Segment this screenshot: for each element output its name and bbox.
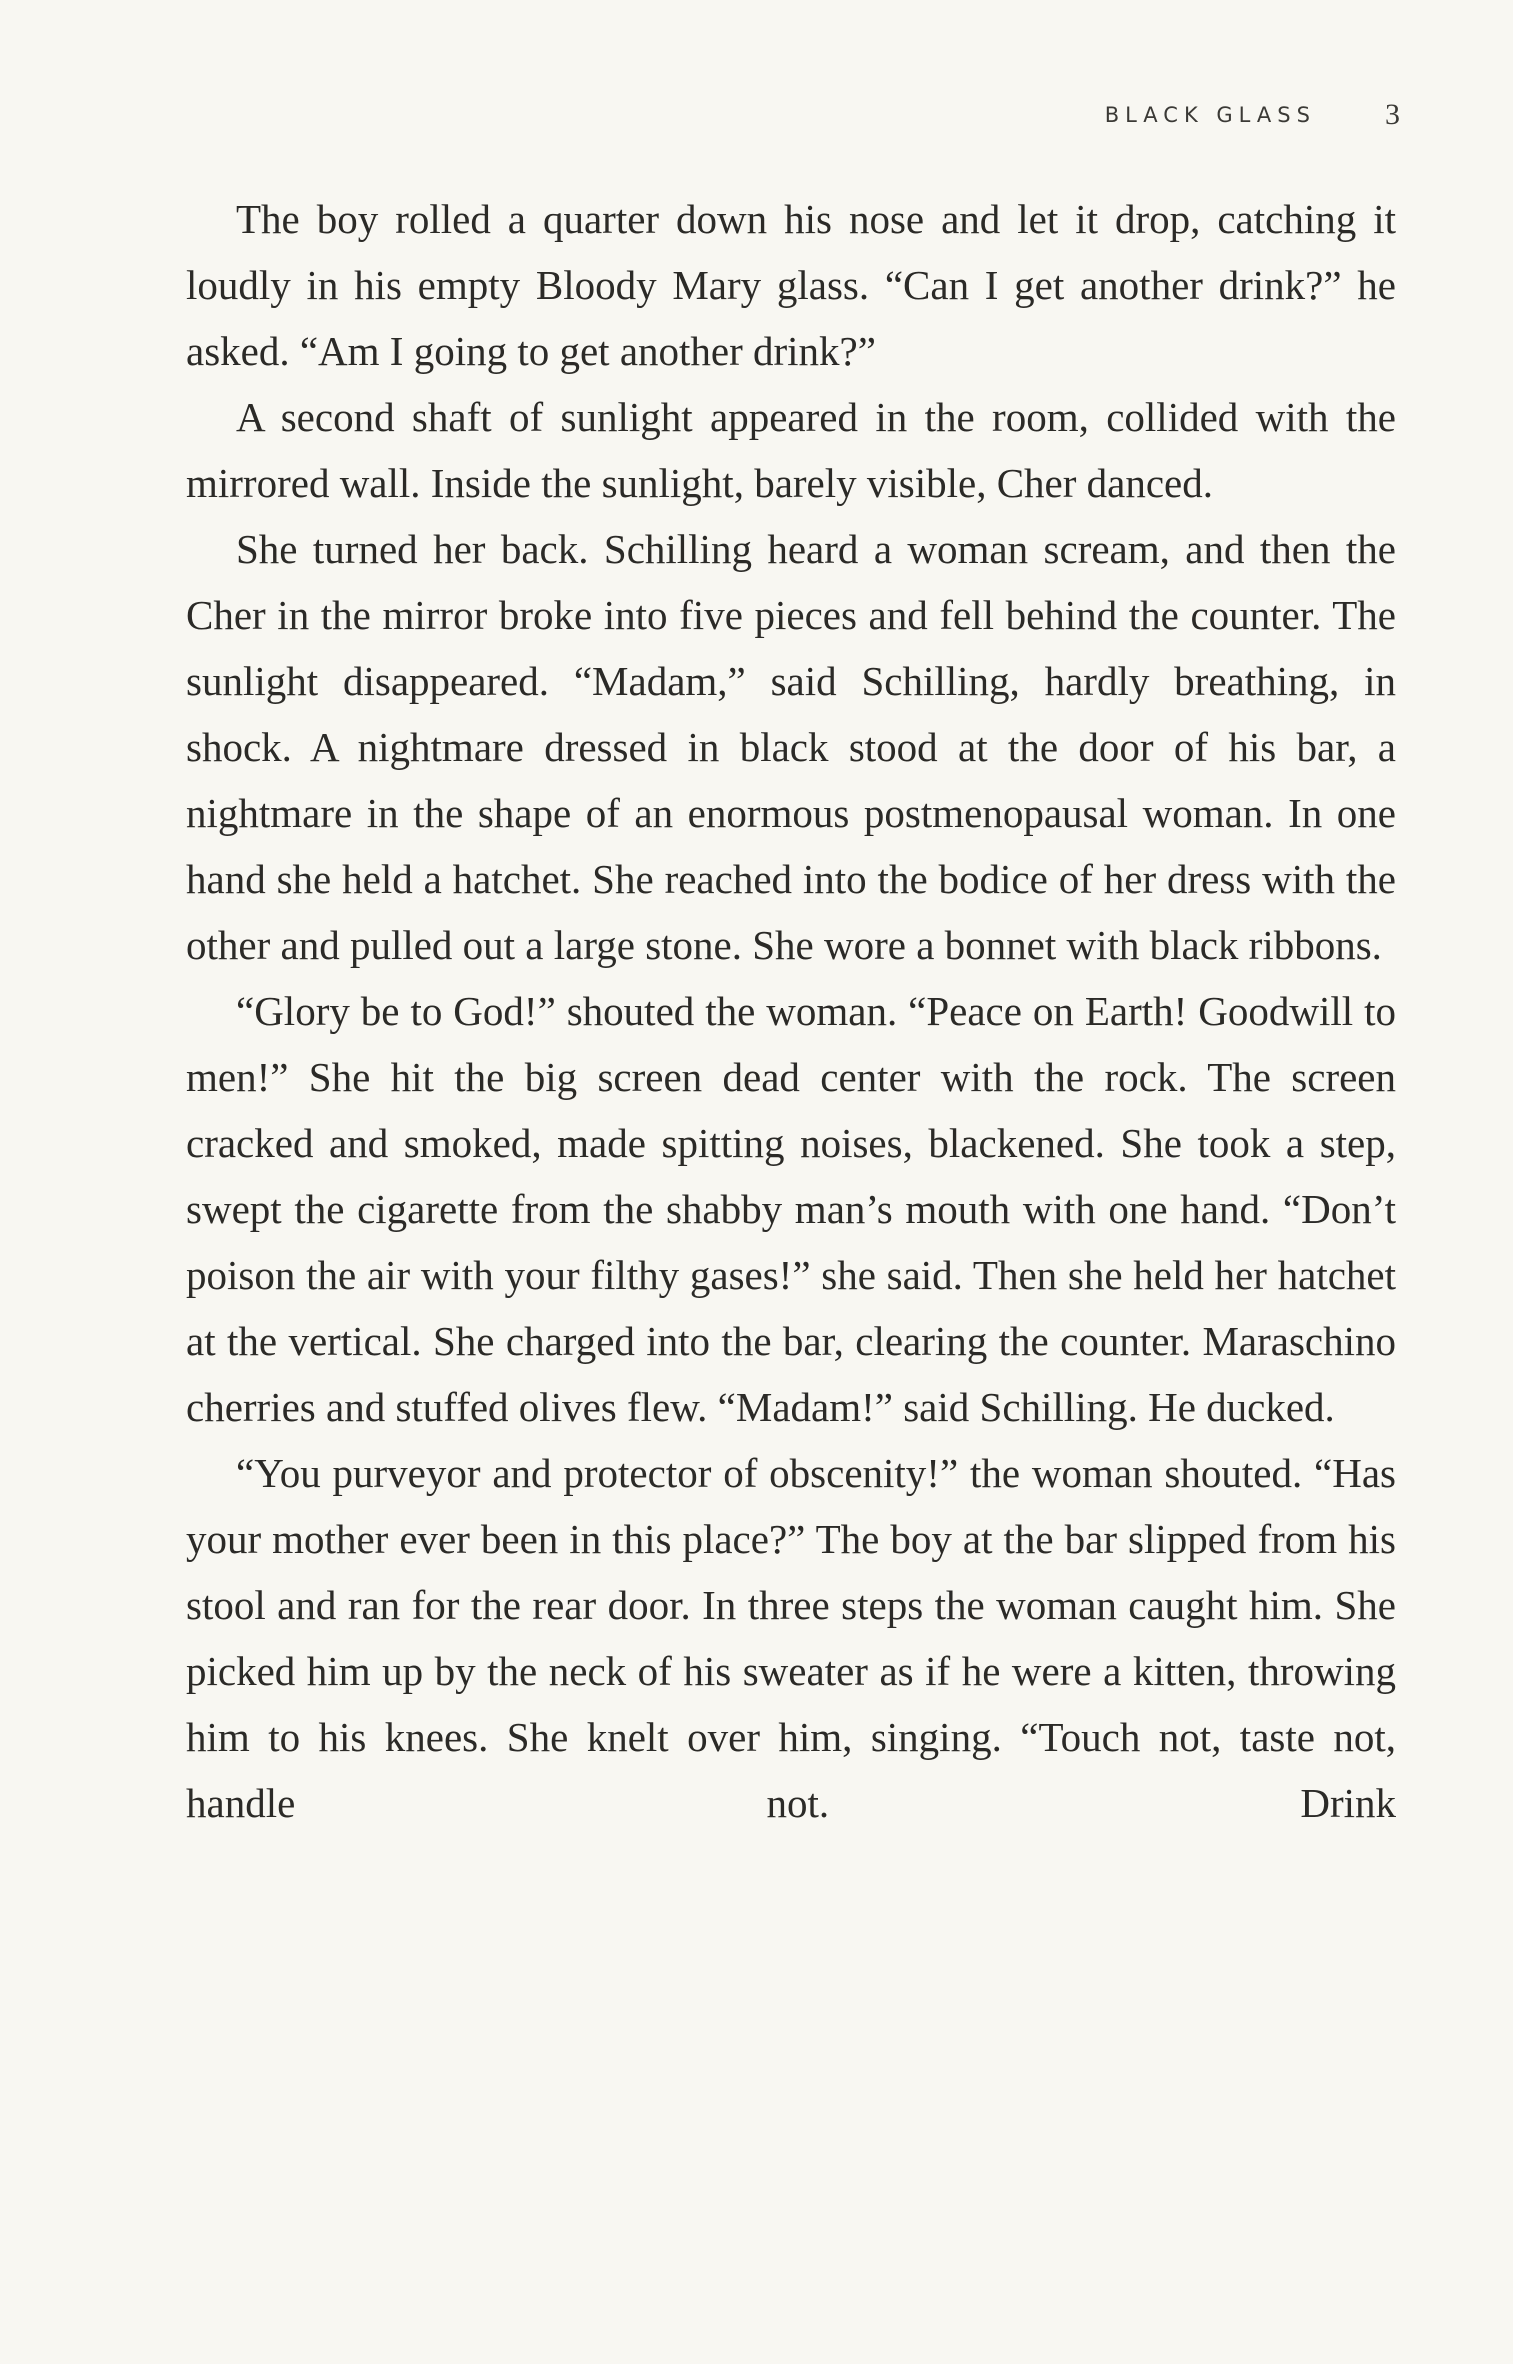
paragraph-4: “Glory be to God!” shouted the woman. “Peace on Earth! Goodwill to men!” She hit the big screen dead center with the rock. The screen cracked and smoked, made spitting noises, blackened. She took a step, swept the cigarette from the shabby man’s mouth with one hand. “Don’t poison the air with your filthy gases!” she said. Then she held her hatchet at the vertical. She charged into the bar, clearing the counter. Maraschino cherries and stuffed olives flew. “Madam!” said Schilling. He ducked. — [186, 988, 1396, 1430]
paragraph-3: She turned her back. Schilling heard a woman scream, and then the Cher in the mirror broke into five pieces and fell behind the counter. The sunlight disappeared. “Madam,” said Schilling, hardly breathing, in shock. A nightmare dressed in black stood at the door of his bar, a nightmare in the shape of an enormous postmenopausal woman. In one hand she held a hatchet. She reached into the bodice of her dress with the other and pulled out a large stone. She wore a bonnet with black ribbons. — [186, 526, 1396, 968]
page-number: 3 — [1385, 98, 1400, 131]
body-text — [186, 186, 1396, 1836]
paragraph-2: A second shaft of sunlight appeared in the room, collided with the mirrored wall. Inside the sunlight, barely visible, Cher danced. — [186, 394, 1396, 506]
running-title: BLACK GLASS — [1104, 103, 1316, 127]
paragraph-5: “You purveyor and protector of obscenity!” the woman shouted. “Has your mother ever been in this place?” The boy at the bar slipped from his stool and ran for the rear door. In three steps the woman caught him. She picked him up by the neck of his sweater as if he were a kitten, throwing him to his knees. She knelt over him, singing. “Touch not, taste not, handle not. Drink — [186, 1450, 1396, 1826]
paragraph-1: The boy rolled a quarter down his nose and let it drop, catching it loudly in his empty Bloody Mary glass. “Can I get another drink?” he asked. “Am I going to get another drink?” — [186, 196, 1396, 374]
running-head — [0, 98, 1400, 132]
